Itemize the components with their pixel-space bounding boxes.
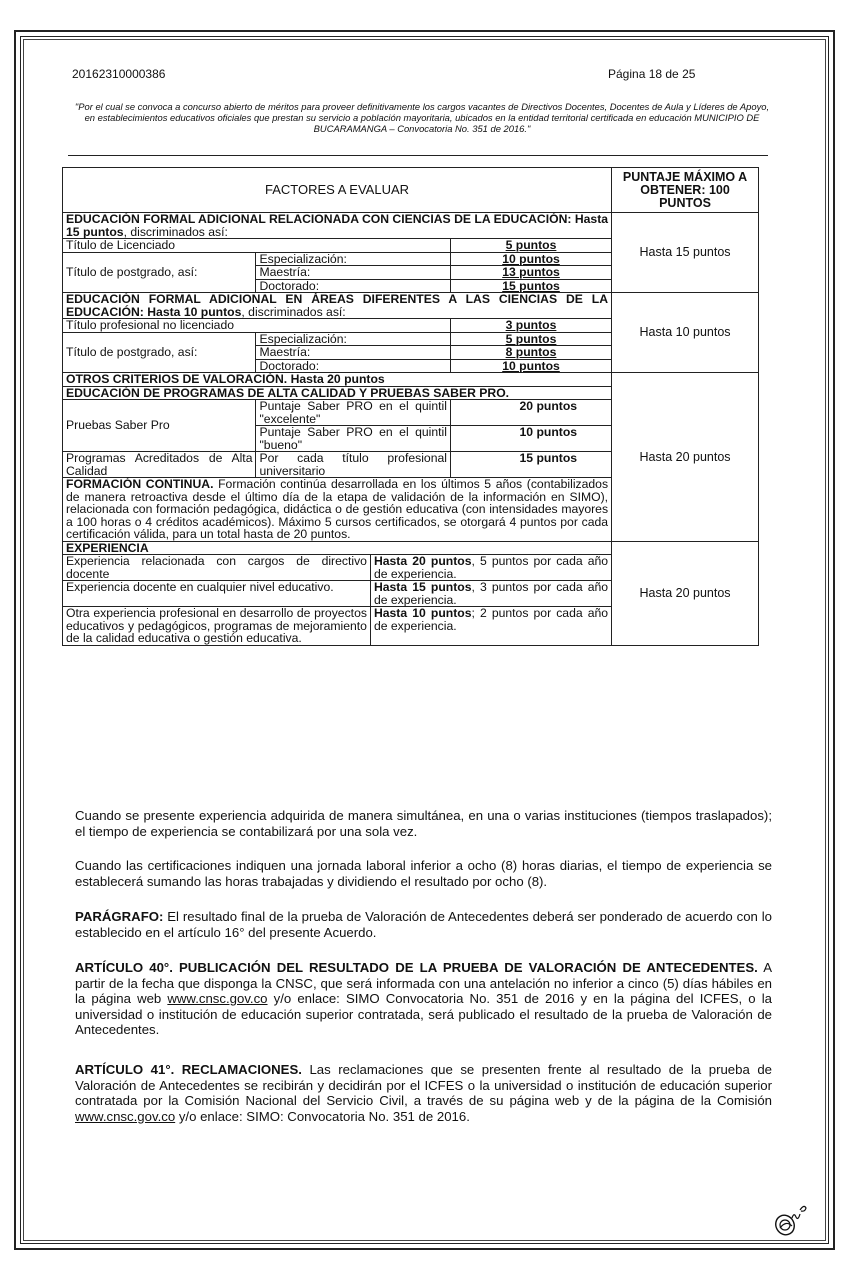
section4-title-row [63,541,759,555]
section1-max: Hasta 15 puntos [612,213,759,293]
article-41-title: ARTÍCULO 41°. RECLAMACIONES. [75,1062,302,1077]
section2-title-row [63,293,759,319]
evaluation-table [62,167,759,646]
degree-points: 5 puntos [450,332,611,346]
degree-points: 15 puntos [450,279,611,293]
article-40-title: ARTÍCULO 40°. PUBLICACIÓN DEL RESULTADO DE LA PRUEBA DE VALORACIÓN DE ANTECEDENTES. [75,960,758,975]
licenciado-points: 5 puntos [450,239,611,253]
acreditados-desc: Por cada título profesional universitario [256,452,451,478]
table-header-row [63,168,759,213]
experience-points-rest: ; 2 puntos por cada año de experiencia. [373,606,609,633]
article-40-text-2: y/o enlace: SIMO Convocatoria No. 351 de 2016 y en la página del ICFES, o la universidad o institución de educación superior contratada, será publicado el resultado de la prueba de Valoración de Antecedentes. [75,991,772,1037]
article-41-text-2: y/o enlace: SIMO: Convocatoria No. 351 de 2016. [175,1108,470,1124]
experience-points-bold: Hasta 15 puntos [373,580,472,594]
section1-title-rest: , discriminados así: [123,224,228,239]
experience-label: Otra experiencia profesional en desarrollo de proyectos educativos y pedagógicos, programas de mejoramiento de la calidad educativa o gestión educativa. [63,607,371,646]
section3-title: OTROS CRITERIOS DE VALORACIÓN. Hasta 20 puntos [63,373,612,387]
experience-label: Experiencia docente en cualquier nivel educativo. [63,581,371,607]
section3-subtitle: EDUCACIÓN DE PROGRAMAS DE ALTA CALIDAD Y PRUEBAS SABER PRO. [63,386,612,400]
degree-points: 10 puntos [450,252,611,266]
section2-title [63,293,612,319]
section3-title-row [63,373,759,387]
section3-max: Hasta 20 puntos [612,373,759,542]
section2-title-rest: , discriminados así: [241,304,346,319]
paragrafo-text: El resultado final de la prueba de Valoración de Antecedentes deberá ser ponderado de acuerdo con lo establecido en el artículo 16° del presente Acuerdo. [75,909,772,940]
experience-points [370,607,611,646]
profesional-points: 3 puntos [450,319,611,333]
degree-label: Especialización: [256,252,451,266]
cnsc-link[interactable]: www.cnsc.gov.co [167,991,268,1006]
section4-max: Hasta 20 puntos [612,541,759,645]
paragraph-jornada: Cuando las certificaciones indiquen una jornada laboral inferior a ocho (8) horas diarias, el tiempo de experiencia se establecerá sumando las horas trabajadas y dividiendo el resultado por ocho (8). [75,858,772,889]
header-quote: "Por el cual se convoca a concurso abierto de méritos para proveer definitivamente los cargos vacantes de Directivos Docentes, Docentes de Aula y Líderes de Apoyo, en establecimientos educativos oficiales que prestan su servicio a población mayoritaria, ubicados en la entidad territorial certificada en educación MUNICIPIO DE BUCARAMANGA – Convocatoria No. 351 de 2016." [74,101,770,134]
section1-title-bold: EDUCACIÓN FORMAL ADICIONAL RELACIONADA CON CIENCIAS DE LA EDUCACIÓN: Hasta 15 puntos [66,212,609,239]
degree-label: Doctorado: [256,359,451,373]
article-40-text-1: A partir de la fecha que disponga la CNSC, que será informada con una antelación no inferior a cinco (5) días hábiles en la página web [75,960,772,1006]
header-max-score: PUNTAJE MÁXIMO A OBTENER: 100 PUNTOS [612,168,759,213]
article-41-text-1: Las reclamaciones que se presenten frente al resultado de la prueba de Valoración de Antecedentes se recibirán y decidirán por el ICFES o la universidad o institución de educación superior contratada por la Comisión Nacional del Servicio Civil, a través de su página web y de la página de la Comisión [75,1062,772,1108]
acreditados-points: 15 puntos [450,452,611,478]
section1-title [63,213,612,239]
postgrado-label: Título de postgrado, así: [63,332,256,373]
handwritten-initials-icon [772,1198,810,1238]
article-41 [75,1062,772,1124]
saber-label: Pruebas Saber Pro [63,400,256,452]
formacion-continua [63,478,612,542]
header-factors: FACTORES A EVALUAR [63,168,612,213]
experience-points-bold: Hasta 20 puntos [373,554,472,568]
section1-title-row [63,213,759,239]
experience-points-rest: , 3 puntos por cada año de experiencia. [373,580,609,607]
formacion-text: Formación continúa desarrollada en los últimos 5 años (contabilizados de manera retroactiva desde el último día de la etapa de validación de la información en SIMO), relacionada con formación pedagógica, didáctica o de gestión educativa (con intensidades mayores a 100 horas o 4 créditos académicos). Máximo 5 cursos certificados, se otorgará 4 puntos por cada certificación válida, para un total hasta de 20 puntos. [66,477,609,541]
paragraph-simultaneous: Cuando se presente experiencia adquirida de manera simultánea, en una o varias instituciones (tiempos traslapados); el tiempo de experiencia se contabilizará por una sola vez. [75,808,772,839]
postgrado-label: Título de postgrado, así: [63,252,256,293]
degree-label: Especialización: [256,332,451,346]
experience-points [370,581,611,607]
section4-title: EXPERIENCIA [63,541,612,555]
cnsc-link[interactable]: www.cnsc.gov.co [75,1108,176,1124]
formacion-title: FORMACIÓN CONTINUA. [66,477,214,491]
acreditados-label: Programas Acreditados de Alta Calidad [63,452,256,478]
degree-label: Maestría: [256,266,451,280]
profesional-label: Título profesional no licenciado [63,319,451,333]
saber-points: 10 puntos [450,426,611,452]
section2-title-bold: EDUCACIÓN FORMAL ADICIONAL EN ÁREAS DIFERENTES A LAS CIENCIAS DE LA EDUCACIÓN: Hasta 10 puntos [66,292,609,319]
saber-criterion: Puntaje Saber PRO en el quintil "bueno" [256,426,451,452]
paragraph-paragrafo [75,909,772,940]
degree-points: 8 puntos [450,346,611,360]
article-40 [75,960,772,1038]
licenciado-label: Título de Licenciado [63,239,451,253]
experience-points-rest: , 5 puntos por cada año de experiencia. [373,554,609,581]
experience-points [370,555,611,581]
document-id: 20162310000386 [72,67,166,81]
section2-max: Hasta 10 puntos [612,293,759,373]
header-divider [68,155,768,156]
degree-points: 10 puntos [450,359,611,373]
degree-label: Maestría: [256,346,451,360]
saber-criterion: Puntaje Saber PRO en el quintil "excelente" [256,400,451,426]
experience-label: Experiencia relacionada con cargos de directivo docente [63,555,371,581]
degree-points: 13 puntos [450,266,611,280]
page-number: Página 18 de 25 [608,67,696,81]
saber-points: 20 puntos [450,400,611,426]
paragrafo-label: PARÁGRAFO: [75,909,164,924]
degree-label: Doctorado: [256,279,451,293]
experience-points-bold: Hasta 10 puntos [373,606,472,620]
